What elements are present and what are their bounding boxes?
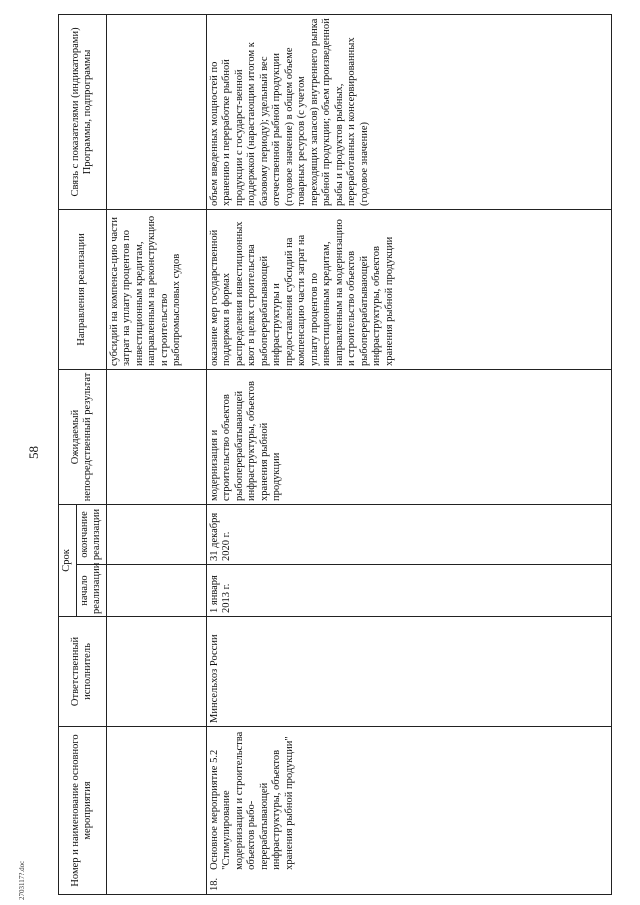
table-header-row: [59, 14, 77, 894]
row-number: 18.: [208, 877, 220, 891]
header-start: начало реализации: [76, 565, 106, 617]
row-result: модернизация и строительство объектов рыбоперерабатывающей инфраструктуры, объектов хранения рыбной продукции: [206, 369, 611, 504]
table-row: [206, 14, 611, 894]
row-end: 31 декабря 2020 г.: [206, 504, 611, 564]
footer-filename: 2703117?.doc: [18, 860, 26, 900]
row-name: Основное мероприятие 5.2 "Стимулирование модернизации и строительства объектов рыбо-перерабатывающей инфраструктуры, объектов хранения рыбной продукции": [208, 731, 295, 870]
header-term: Срок: [59, 504, 77, 616]
header-number-name: Номер и наименование основного мероприятия: [59, 727, 107, 895]
row-indicators: объем введенных мощностей по хранению и переработке рыбной продукции с государст-венной поддержкой (нарастающим итогом к базовому периоду); удельный вес отечественной рыбной продукции (годовое значение) в общем объеме товарных ресурсов (с учетом переходящих запасов) внутреннего рынка рыбной продукции; объем произведенной рыбы и продуктов рыбных, переработанных и консервированных (годовое значение): [206, 14, 611, 209]
row-start: 1 января 2013 г.: [206, 565, 611, 617]
row-executor: Минсельхоз России: [206, 617, 611, 727]
header-executor: Ответственный исполнитель: [59, 617, 107, 727]
continuation-direction: субсидий на компенса-цию части затрат на уплату процентов по инвестиционным кредитам, направленным на реконструкцию и строительство рыбопромысловых судов: [106, 209, 206, 369]
table-row: [106, 14, 206, 894]
row-direction: оказание мер государственной поддержки в формах распределения инвестиционных квот в целях строительства рыбоперерабатывающей инфраструктуры и предоставления субсидий на компенсацию части затрат на уплату процентов по инвестиционным кредитам, направленным на модернизацию и строительство объектов рыбоперерабатывающей инфраструктуры, объектов хранения рыбной продукции: [206, 209, 611, 369]
header-direction: Направления реализации: [59, 209, 107, 369]
header-indicators: Связь с показателями (индикаторами) Программы, подпрограммы: [59, 14, 107, 209]
header-result: Ожидаемый непосредственный результат: [59, 369, 107, 504]
measures-table: [58, 14, 612, 895]
rotated-page: [26, 10, 618, 895]
header-end: окончание реализации: [76, 504, 106, 564]
page-number: 58: [26, 446, 41, 459]
